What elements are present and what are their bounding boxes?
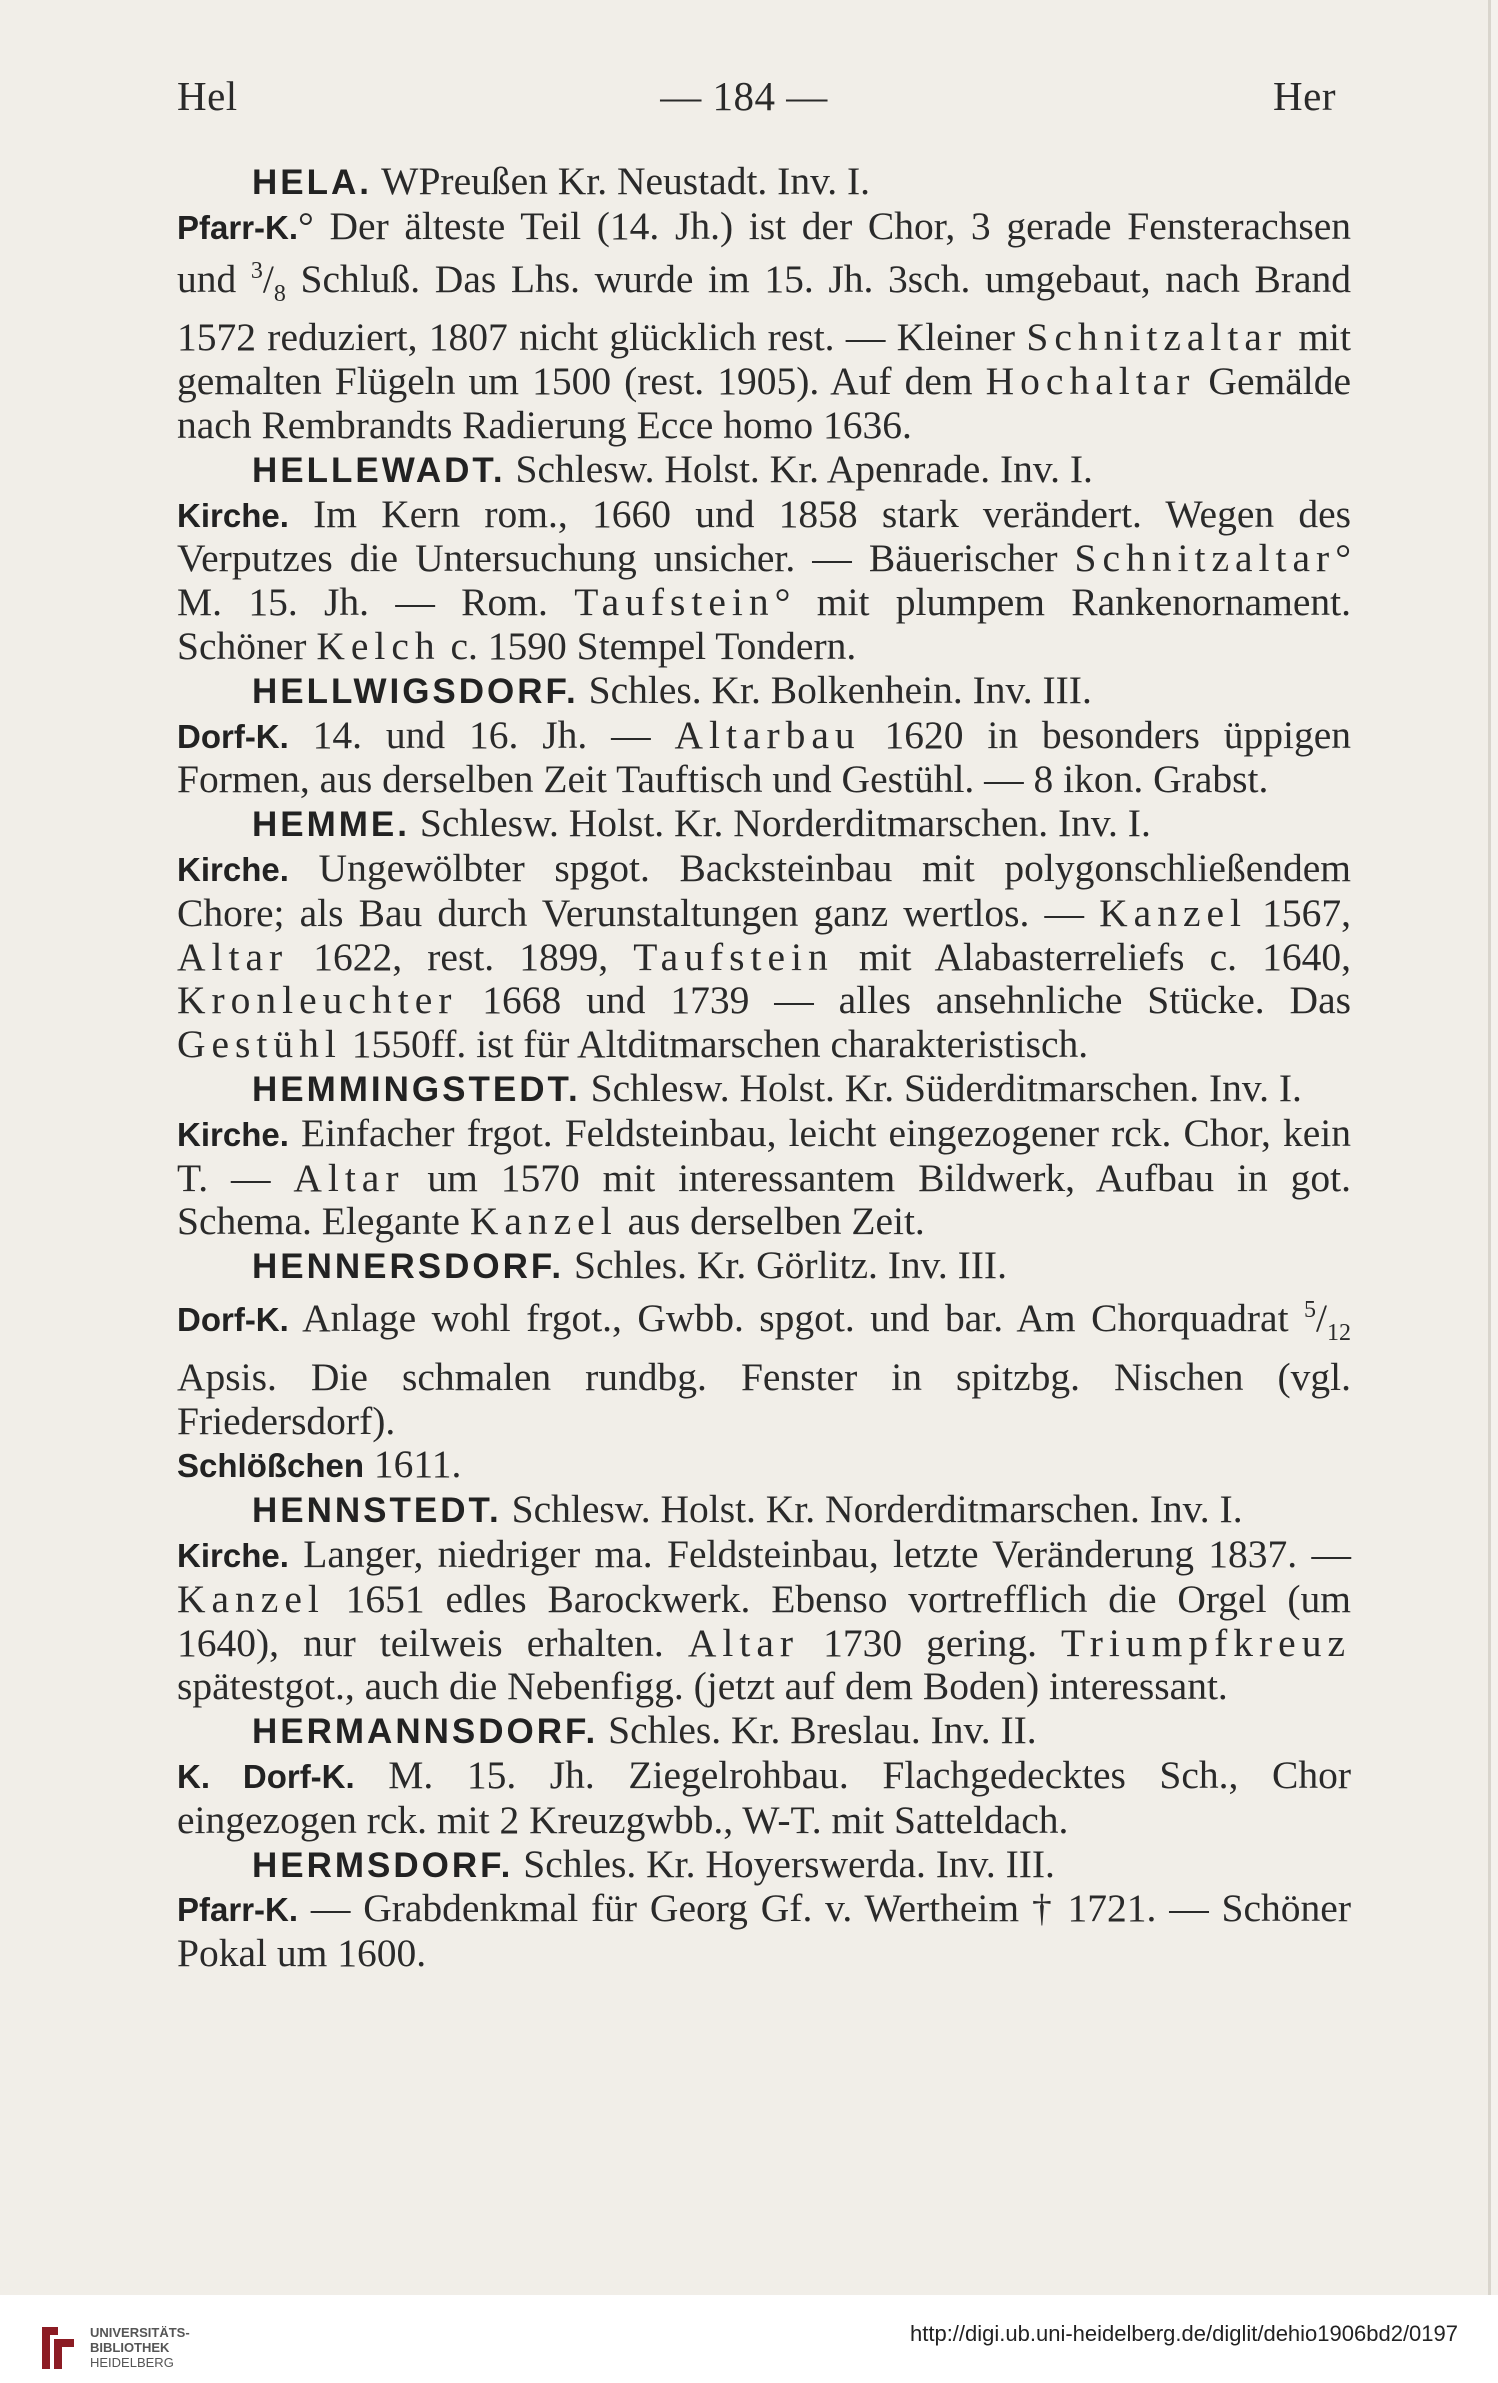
emphasized-term: Taufstein: [574, 580, 775, 625]
entry-body: [177, 1754, 1351, 1843]
page-number: — 184 —: [660, 73, 828, 119]
source-url[interactable]: http://digi.ub.uni-heidelberg.de/diglit/dehio1906bd2/0197: [910, 2321, 1458, 2346]
body-text: M. 15. Jh. Ziegelrohbau. Flachgedecktes Sch., Chor eingezogen rck. mit 2 Kreuzgwbb., W-T. mit Satteldach.: [177, 1752, 1351, 1842]
place-name: HENNERSDORF.: [252, 1247, 565, 1287]
place-name: HERMANNSDORF.: [252, 1712, 599, 1752]
entry-extra: [177, 1443, 1351, 1488]
body-text: um 1570 mit interessantem Bildwerk, Aufbau in got. Schema. Elegante: [177, 1155, 1351, 1244]
emphasized-term: Kanzel: [177, 1576, 325, 1621]
place-name: HELLWIGSDORF.: [252, 671, 579, 711]
entry-heading-line: [177, 1244, 1351, 1289]
body-text: Einfacher frgot. Feldsteinbau, leicht eingezogener rck. Chor, kein T. —: [177, 1110, 1351, 1200]
section-label: Dorf-K.: [177, 717, 289, 755]
emphasized-term: Altarbau: [674, 712, 861, 757]
body-text: mit gemalten Flügeln um 1500 (rest. 1905). Auf dem: [177, 315, 1351, 404]
body-text: Im Kern rom., 1660 und 1858 stark verändert. Wegen des Verputzes die Untersuchung unsicher. — Bäuerischer: [177, 491, 1351, 581]
section-label: Pfarr-K.: [177, 208, 299, 246]
body-text: c. 1590 Stempel Tondern.: [440, 624, 857, 669]
body-text: Anlage wohl frgot., Gwbb. spgot. und bar. Am Chorquadrat: [288, 1296, 1305, 1341]
library-name-line: HEIDELBERG: [90, 2355, 174, 2370]
place-details: WPreußen Kr. Neustadt. Inv. I.: [372, 159, 871, 203]
section-label: Schlößchen: [177, 1447, 365, 1485]
place-details: Schles. Kr. Bolkenhein. Inv. III.: [578, 667, 1092, 712]
body-text: Ungewölbter spgot. Backsteinbau mit polygonschließendem Chore; als Bau durch Verunstaltungen ganz wertlos. —: [177, 846, 1351, 935]
body-text: Langer, niedriger ma. Feldsteinbau, letzte Veränderung 1837. —: [288, 1532, 1351, 1576]
place-name: HELA.: [252, 163, 372, 202]
place-details: Schlesw. Holst. Kr. Apenrade. Inv. I.: [505, 446, 1093, 491]
place-name: HERMSDORF.: [252, 1845, 514, 1885]
body-text: 1620 in besonders üppigen Formen, aus derselben Zeit Tauftisch und Gestühl. — 8 ikon. Grabst.: [177, 712, 1351, 802]
place-details: Schlesw. Holst. Kr. Norderditmarschen. Inv. I.: [501, 1487, 1243, 1532]
section-label: Pfarr-K.: [177, 1891, 299, 1929]
body-text: 1622, rest. 1899,: [288, 934, 634, 979]
emphasized-term: Altar: [687, 1620, 800, 1665]
body-text: spätestgot., auch die Nebenfigg. (jetzt auf dem Boden) interessant.: [177, 1664, 1228, 1709]
section-label: Dorf-K.: [177, 1301, 289, 1339]
place-details: Schlesw. Holst. Kr. Norderditmarschen. Inv. I.: [410, 801, 1151, 846]
place-name: HEMME.: [252, 805, 410, 845]
emphasized-term: Altar: [177, 934, 289, 979]
fraction-numerator: 3: [250, 257, 263, 284]
entry-body: [177, 1533, 1351, 1709]
body-text: /: [1316, 1296, 1327, 1341]
entry-body: [177, 714, 1351, 803]
emphasized-term: Kelch: [316, 624, 441, 669]
fraction-denominator: 8: [273, 280, 286, 307]
entry-body: [177, 847, 1351, 1067]
library-name-line: BIBLIOTHEK: [90, 2340, 170, 2355]
body-text: 1730 gering.: [799, 1620, 1062, 1665]
emphasized-term: Triumpfkreuz: [1061, 1620, 1351, 1665]
footer-bar: [0, 2295, 1498, 2383]
body-text: ° M. 15. Jh. — Rom.: [177, 536, 1351, 625]
emphasized-term: Kronleuchter: [177, 978, 458, 1023]
running-head-right: Her: [1273, 73, 1336, 119]
body-text: ° mit plumpem Rankenornament. Schöner: [177, 580, 1351, 669]
emphasized-term: Kanzel: [469, 1199, 618, 1244]
place-name: HENNSTEDT.: [252, 1491, 502, 1531]
body-text: Apsis. Die schmalen rundbg. Fenster in spitzbg. Nischen (vgl. Friedersdorf).: [177, 1354, 1351, 1443]
place-name: HELLEWADT.: [252, 450, 506, 490]
section-label: K. Dorf-K.: [177, 1757, 355, 1795]
body-text: 1567,: [1247, 890, 1351, 935]
section-label: Kirche.: [177, 851, 289, 888]
body-text: aus derselben Zeit.: [617, 1199, 925, 1244]
entry-heading-line: [177, 448, 1351, 493]
entry-heading-line: [177, 1709, 1351, 1754]
library-logo-icon: [36, 2323, 80, 2373]
body-text: Schluß. Das Lhs. wurde im 15. Jh. 3sch. umgebaut, nach Brand 1572 reduziert, 1807 nicht glücklich rest. — Kleiner: [177, 256, 1352, 360]
emphasized-term: Taufstein: [633, 934, 834, 979]
entry-body: [177, 1289, 1351, 1443]
emphasized-term: Hochaltar: [985, 359, 1196, 404]
section-label: Kirche.: [177, 496, 289, 534]
place-details: Schles. Kr. Hoyerswerda. Inv. III.: [513, 1841, 1055, 1886]
page-text: [177, 160, 1351, 1976]
entry-body: [177, 493, 1351, 669]
body-text: — Grabdenkmal für Georg Gf. v. Wertheim † 1721. — Schöner Pokal um 1600.: [177, 1886, 1351, 1976]
body-text: 1550ff. ist für Altditmarschen charakteristisch.: [341, 1022, 1089, 1067]
entry-heading-line: [177, 1067, 1351, 1112]
section-label: Kirche.: [177, 1115, 289, 1153]
place-name: HEMMINGSTEDT.: [252, 1069, 581, 1109]
emphasized-term: Gestühl: [177, 1022, 342, 1067]
body-text: 1668 und 1739 — alles ansehnliche Stücke. Das: [457, 978, 1351, 1023]
library-name: [90, 2325, 190, 2370]
body-text: ° Der älteste Teil (14. Jh.) ist der Chor, 3 gerade Fensterachsen und: [177, 203, 1351, 301]
entry-heading-line: [177, 669, 1351, 714]
emphasized-term: Kanzel: [1099, 890, 1247, 935]
emphasized-term: Schnitzaltar: [1074, 536, 1336, 581]
body-text: /: [262, 256, 274, 301]
place-details: Schlesw. Holst. Kr. Süderditmarschen. Inv. I.: [580, 1065, 1302, 1110]
fraction-denominator: 12: [1327, 1320, 1351, 1347]
running-head-left: Hel: [177, 73, 238, 119]
emphasized-term: Schnitzaltar: [1026, 315, 1288, 360]
entry-heading-line: [177, 1843, 1351, 1888]
body-text: 1651 edles Barockwerk. Ebenso vortrefflich die Orgel (um 1640), nur teilweis erhalten.: [177, 1576, 1351, 1665]
entry-heading-line: [177, 802, 1351, 847]
body-text: mit Alabasterreliefs c. 1640,: [833, 934, 1351, 979]
library-name-line: UNIVERSITÄTS-: [90, 2325, 190, 2340]
fraction-numerator: 5: [1304, 1296, 1317, 1323]
entry-heading-line: [177, 160, 1351, 205]
entry-body: [177, 205, 1351, 448]
entry-body: [177, 1887, 1351, 1976]
body-text: 14. und 16. Jh. —: [288, 712, 675, 757]
entry-heading-line: [177, 1488, 1351, 1533]
section-label: Kirche.: [177, 1537, 289, 1574]
emphasized-term: Altar: [293, 1155, 405, 1200]
entry-body: [177, 1112, 1351, 1244]
place-details: Schles. Kr. Breslau. Inv. II.: [598, 1708, 1037, 1753]
body-text: Gemälde nach Rembrandts Radierung Ecce homo 1636.: [177, 359, 1351, 448]
body-text: 1611.: [364, 1442, 462, 1487]
place-details: Schles. Kr. Görlitz. Inv. III.: [564, 1243, 1007, 1288]
